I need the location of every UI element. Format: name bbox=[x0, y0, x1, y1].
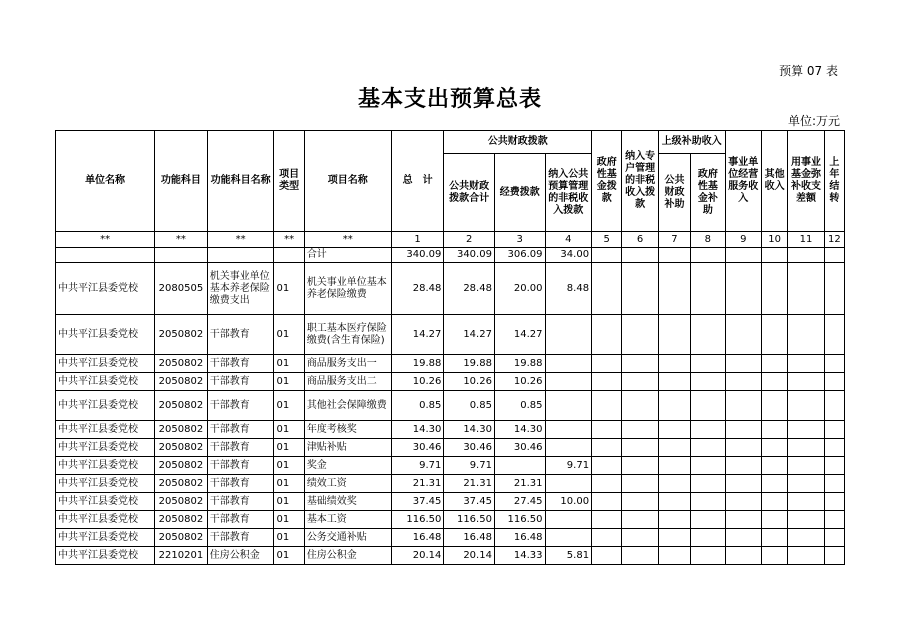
col-fund-diff: 用事业基金弥补收支差额 bbox=[788, 131, 824, 232]
unit-cell: 中共平江县委党校 bbox=[56, 493, 155, 511]
cell bbox=[761, 493, 787, 511]
cell bbox=[761, 391, 787, 421]
cell bbox=[658, 263, 690, 315]
code-cell: 2050802 bbox=[155, 373, 208, 391]
cell bbox=[658, 391, 690, 421]
cell bbox=[592, 547, 622, 565]
cell bbox=[725, 457, 761, 475]
cell bbox=[725, 511, 761, 529]
col-special-account: 纳入专户管理的非税收入拨款 bbox=[622, 131, 658, 232]
pf-nontax-cell: 5.81 bbox=[545, 547, 592, 565]
proj-type-cell: 01 bbox=[274, 511, 304, 529]
col-upper-subsidy: 上级补助收入 bbox=[658, 131, 725, 154]
pf-nontax-cell bbox=[545, 511, 592, 529]
unit-cell: 中共平江县委党校 bbox=[56, 529, 155, 547]
code-cell: 2050802 bbox=[155, 391, 208, 421]
cell bbox=[622, 421, 658, 439]
cell bbox=[824, 248, 844, 263]
code-cell: 2050802 bbox=[155, 511, 208, 529]
pf-total-cell: 28.48 bbox=[444, 263, 495, 315]
index-cell: 2 bbox=[444, 232, 495, 248]
pf-total-cell: 16.48 bbox=[444, 529, 495, 547]
cell bbox=[761, 529, 787, 547]
unit-cell: 中共平江县委党校 bbox=[56, 511, 155, 529]
cell bbox=[824, 439, 844, 457]
pf-nontax-cell: 9.71 bbox=[545, 457, 592, 475]
cell bbox=[788, 391, 824, 421]
cell bbox=[824, 529, 844, 547]
pf-total-cell: 14.30 bbox=[444, 421, 495, 439]
index-cell: 11 bbox=[788, 232, 824, 248]
form-number: 预算 07 表 bbox=[779, 64, 838, 78]
total-cell: 21.31 bbox=[391, 475, 444, 493]
proj-name-cell: 公务交通补贴 bbox=[304, 529, 391, 547]
cell bbox=[622, 493, 658, 511]
func-name-cell: 机关事业单位基本养老保险缴费支出 bbox=[207, 263, 274, 315]
col-pf-regular: 经费拨款 bbox=[494, 154, 545, 232]
cell bbox=[725, 493, 761, 511]
cell bbox=[761, 439, 787, 457]
cell bbox=[761, 263, 787, 315]
pf-nontax-cell bbox=[545, 439, 592, 457]
col-last-year: 上年结转 bbox=[824, 131, 844, 232]
pf-regular-cell bbox=[494, 457, 545, 475]
cell bbox=[592, 263, 622, 315]
index-cell: 3 bbox=[494, 232, 545, 248]
proj-type-cell: 01 bbox=[274, 493, 304, 511]
total-cell: 37.45 bbox=[391, 493, 444, 511]
col-proj-name: 项目名称 bbox=[304, 131, 391, 232]
proj-name-cell: 绩效工资 bbox=[304, 475, 391, 493]
table-row bbox=[56, 547, 845, 565]
func-name-cell: 干部教育 bbox=[207, 439, 274, 457]
col-func-name: 功能科目名称 bbox=[207, 131, 274, 232]
cell bbox=[691, 248, 725, 263]
pf-nontax-cell bbox=[545, 421, 592, 439]
col-us-fund: 政府性基金补助 bbox=[691, 154, 725, 232]
cell bbox=[691, 493, 725, 511]
pf-regular-cell: 14.27 bbox=[494, 315, 545, 355]
pf-total-cell: 14.27 bbox=[444, 315, 495, 355]
cell bbox=[658, 475, 690, 493]
code-cell: 2050802 bbox=[155, 529, 208, 547]
cell bbox=[824, 547, 844, 565]
cell bbox=[658, 493, 690, 511]
cell bbox=[761, 373, 787, 391]
col-public-finance: 公共财政拨款 bbox=[444, 131, 592, 154]
cell bbox=[761, 421, 787, 439]
budget-table bbox=[55, 130, 845, 565]
proj-name-cell: 基本工资 bbox=[304, 511, 391, 529]
cell bbox=[824, 391, 844, 421]
cell bbox=[622, 263, 658, 315]
func-name-cell: 干部教育 bbox=[207, 475, 274, 493]
unit-cell: 中共平江县委党校 bbox=[56, 421, 155, 439]
cell bbox=[592, 248, 622, 263]
cell bbox=[691, 373, 725, 391]
cell bbox=[761, 547, 787, 565]
cell bbox=[824, 315, 844, 355]
cell bbox=[788, 511, 824, 529]
cell bbox=[622, 475, 658, 493]
cell bbox=[725, 475, 761, 493]
cell bbox=[761, 475, 787, 493]
cell bbox=[658, 529, 690, 547]
total-value: 340.09 bbox=[391, 248, 444, 263]
unit-cell: 中共平江县委党校 bbox=[56, 391, 155, 421]
table-row bbox=[56, 511, 845, 529]
cell bbox=[725, 248, 761, 263]
pf-regular-cell: 19.88 bbox=[494, 355, 545, 373]
index-cell: ** bbox=[274, 232, 304, 248]
index-cell: 8 bbox=[691, 232, 725, 248]
cell bbox=[824, 263, 844, 315]
index-cell: 9 bbox=[725, 232, 761, 248]
pf-regular-cell: 20.00 bbox=[494, 263, 545, 315]
code-cell: 2050802 bbox=[155, 421, 208, 439]
total-cell: 30.46 bbox=[391, 439, 444, 457]
cell bbox=[788, 547, 824, 565]
cell bbox=[658, 547, 690, 565]
total-cell: 10.26 bbox=[391, 373, 444, 391]
cell bbox=[592, 529, 622, 547]
cell bbox=[658, 248, 690, 263]
cell bbox=[691, 315, 725, 355]
table-row bbox=[56, 475, 845, 493]
proj-type-cell: 01 bbox=[274, 439, 304, 457]
index-cell: ** bbox=[56, 232, 155, 248]
cell bbox=[691, 529, 725, 547]
cell bbox=[788, 493, 824, 511]
table-body bbox=[56, 248, 845, 565]
pf-regular-cell: 14.33 bbox=[494, 547, 545, 565]
cell bbox=[788, 529, 824, 547]
pf-regular-cell: 116.50 bbox=[494, 511, 545, 529]
cell bbox=[725, 391, 761, 421]
proj-name-cell: 机关事业单位基本养老保险缴费 bbox=[304, 263, 391, 315]
table-row bbox=[56, 439, 845, 457]
cell bbox=[622, 529, 658, 547]
cell bbox=[658, 315, 690, 355]
cell bbox=[824, 457, 844, 475]
cell bbox=[725, 263, 761, 315]
func-name-cell: 干部教育 bbox=[207, 373, 274, 391]
cell bbox=[761, 315, 787, 355]
cell bbox=[691, 511, 725, 529]
pf-total-cell: 21.31 bbox=[444, 475, 495, 493]
col-gov-fund: 政府性基金拨款 bbox=[592, 131, 622, 232]
proj-name-cell: 基础绩效奖 bbox=[304, 493, 391, 511]
cell bbox=[592, 457, 622, 475]
cell bbox=[691, 475, 725, 493]
cell bbox=[592, 391, 622, 421]
pf-nontax-cell bbox=[545, 373, 592, 391]
cell bbox=[658, 439, 690, 457]
proj-name-cell: 商品服务支出一 bbox=[304, 355, 391, 373]
proj-type-cell: 01 bbox=[274, 391, 304, 421]
pf-nontax-cell bbox=[545, 355, 592, 373]
cell bbox=[725, 373, 761, 391]
col-pf-nontax: 纳入公共预算管理的非税收入拨款 bbox=[545, 154, 592, 232]
cell bbox=[725, 529, 761, 547]
unit-cell: 中共平江县委党校 bbox=[56, 315, 155, 355]
pf-regular-cell: 21.31 bbox=[494, 475, 545, 493]
cell bbox=[274, 248, 304, 263]
total-cell: 14.27 bbox=[391, 315, 444, 355]
unit-cell: 中共平江县委党校 bbox=[56, 373, 155, 391]
cell bbox=[691, 421, 725, 439]
cell bbox=[592, 315, 622, 355]
table-row bbox=[56, 529, 845, 547]
pf-regular-cell: 16.48 bbox=[494, 529, 545, 547]
cell bbox=[725, 355, 761, 373]
cell bbox=[622, 315, 658, 355]
pf-regular-cell: 27.45 bbox=[494, 493, 545, 511]
index-cell: 7 bbox=[658, 232, 690, 248]
func-name-cell: 干部教育 bbox=[207, 457, 274, 475]
table-row bbox=[56, 493, 845, 511]
cell bbox=[592, 493, 622, 511]
cell bbox=[658, 373, 690, 391]
index-cell: 10 bbox=[761, 232, 787, 248]
cell bbox=[622, 355, 658, 373]
pf-nontax-cell bbox=[545, 475, 592, 493]
func-name-cell: 干部教育 bbox=[207, 315, 274, 355]
proj-type-cell: 01 bbox=[274, 315, 304, 355]
cell bbox=[592, 421, 622, 439]
cell bbox=[622, 547, 658, 565]
cell bbox=[788, 475, 824, 493]
unit-cell: 中共平江县委党校 bbox=[56, 263, 155, 315]
cell bbox=[622, 511, 658, 529]
code-cell: 2050802 bbox=[155, 315, 208, 355]
col-func-code: 功能科目 bbox=[155, 131, 208, 232]
table-header bbox=[56, 131, 845, 248]
unit-cell: 中共平江县委党校 bbox=[56, 457, 155, 475]
pf-nontax-cell: 8.48 bbox=[545, 263, 592, 315]
pf-total-cell: 30.46 bbox=[444, 439, 495, 457]
col-us-public: 公共财政补助 bbox=[658, 154, 690, 232]
cell bbox=[691, 457, 725, 475]
cell bbox=[592, 475, 622, 493]
cell bbox=[824, 475, 844, 493]
cell bbox=[761, 457, 787, 475]
func-name-cell: 干部教育 bbox=[207, 511, 274, 529]
cell bbox=[725, 439, 761, 457]
pf-total-cell: 19.88 bbox=[444, 355, 495, 373]
proj-name-cell: 商品服务支出二 bbox=[304, 373, 391, 391]
total-cell: 19.88 bbox=[391, 355, 444, 373]
code-cell: 2050802 bbox=[155, 355, 208, 373]
proj-name-cell: 年度考核奖 bbox=[304, 421, 391, 439]
cell bbox=[824, 511, 844, 529]
col-pf-total: 公共财政拨款合计 bbox=[444, 154, 495, 232]
pf-total-cell: 10.26 bbox=[444, 373, 495, 391]
cell bbox=[824, 493, 844, 511]
cell bbox=[725, 421, 761, 439]
pf-regular-value: 306.09 bbox=[494, 248, 545, 263]
cell bbox=[824, 373, 844, 391]
table-row bbox=[56, 373, 845, 391]
cell bbox=[622, 373, 658, 391]
index-cell: 5 bbox=[592, 232, 622, 248]
proj-name-cell: 其他社会保障缴费 bbox=[304, 391, 391, 421]
func-name-cell: 干部教育 bbox=[207, 421, 274, 439]
cell bbox=[788, 439, 824, 457]
cell bbox=[56, 248, 155, 263]
cell bbox=[658, 355, 690, 373]
total-cell: 14.30 bbox=[391, 421, 444, 439]
code-cell: 2050802 bbox=[155, 493, 208, 511]
cell bbox=[592, 439, 622, 457]
proj-name-cell: 住房公积金 bbox=[304, 547, 391, 565]
total-cell: 9.71 bbox=[391, 457, 444, 475]
cell bbox=[622, 457, 658, 475]
table-row bbox=[56, 355, 845, 373]
pf-nontax-value: 34.00 bbox=[545, 248, 592, 263]
table-row bbox=[56, 391, 845, 421]
index-cell: ** bbox=[155, 232, 208, 248]
code-cell: 2050802 bbox=[155, 475, 208, 493]
index-cell: 6 bbox=[622, 232, 658, 248]
cell bbox=[622, 391, 658, 421]
index-cell: ** bbox=[304, 232, 391, 248]
pf-regular-cell: 30.46 bbox=[494, 439, 545, 457]
total-cell: 20.14 bbox=[391, 547, 444, 565]
unit-cell: 中共平江县委党校 bbox=[56, 439, 155, 457]
proj-type-cell: 01 bbox=[274, 529, 304, 547]
code-cell: 2210201 bbox=[155, 547, 208, 565]
pf-regular-cell: 10.26 bbox=[494, 373, 545, 391]
code-cell: 2050802 bbox=[155, 439, 208, 457]
cell bbox=[788, 355, 824, 373]
index-cell: ** bbox=[207, 232, 274, 248]
unit-cell: 中共平江县委党校 bbox=[56, 475, 155, 493]
cell bbox=[658, 421, 690, 439]
total-row bbox=[56, 248, 845, 263]
cell bbox=[622, 439, 658, 457]
cell bbox=[592, 511, 622, 529]
proj-type-cell: 01 bbox=[274, 355, 304, 373]
unit-cell: 中共平江县委党校 bbox=[56, 547, 155, 565]
proj-name-cell: 津贴补贴 bbox=[304, 439, 391, 457]
pf-nontax-cell bbox=[545, 315, 592, 355]
col-business-income: 事业单位经营服务收入 bbox=[725, 131, 761, 232]
table-row bbox=[56, 263, 845, 315]
cell bbox=[761, 511, 787, 529]
func-name-cell: 干部教育 bbox=[207, 493, 274, 511]
cell bbox=[691, 355, 725, 373]
unit-label: 单位:万元 bbox=[787, 114, 840, 128]
total-cell: 16.48 bbox=[391, 529, 444, 547]
cell bbox=[658, 511, 690, 529]
proj-name-cell: 奖金 bbox=[304, 457, 391, 475]
code-cell: 2080505 bbox=[155, 263, 208, 315]
cell bbox=[824, 421, 844, 439]
cell bbox=[824, 355, 844, 373]
proj-type-cell: 01 bbox=[274, 421, 304, 439]
cell bbox=[761, 355, 787, 373]
cell bbox=[788, 315, 824, 355]
cell bbox=[155, 248, 208, 263]
func-name-cell: 住房公积金 bbox=[207, 547, 274, 565]
proj-type-cell: 01 bbox=[274, 373, 304, 391]
pf-total-cell: 116.50 bbox=[444, 511, 495, 529]
pf-nontax-cell bbox=[545, 391, 592, 421]
cell bbox=[207, 248, 274, 263]
proj-type-cell: 01 bbox=[274, 263, 304, 315]
cell bbox=[788, 248, 824, 263]
cell bbox=[788, 263, 824, 315]
pf-regular-cell: 14.30 bbox=[494, 421, 545, 439]
table-row bbox=[56, 421, 845, 439]
pf-total-value: 340.09 bbox=[444, 248, 495, 263]
cell bbox=[592, 355, 622, 373]
cell bbox=[761, 248, 787, 263]
page-title: 基本支出预算总表 bbox=[357, 87, 542, 112]
cell bbox=[725, 547, 761, 565]
unit-cell: 中共平江县委党校 bbox=[56, 355, 155, 373]
total-cell: 28.48 bbox=[391, 263, 444, 315]
cell bbox=[592, 373, 622, 391]
proj-name-cell: 职工基本医疗保险缴费(含生育保险) bbox=[304, 315, 391, 355]
cell bbox=[691, 391, 725, 421]
proj-type-cell: 01 bbox=[274, 475, 304, 493]
cell bbox=[788, 421, 824, 439]
cell bbox=[622, 248, 658, 263]
pf-total-cell: 0.85 bbox=[444, 391, 495, 421]
col-unit-name: 单位名称 bbox=[56, 131, 155, 232]
cell bbox=[725, 315, 761, 355]
code-cell: 2050802 bbox=[155, 457, 208, 475]
cell bbox=[691, 439, 725, 457]
index-cell: 4 bbox=[545, 232, 592, 248]
pf-total-cell: 9.71 bbox=[444, 457, 495, 475]
total-cell: 116.50 bbox=[391, 511, 444, 529]
table-row bbox=[56, 457, 845, 475]
cell bbox=[691, 263, 725, 315]
cell bbox=[691, 547, 725, 565]
index-cell: 1 bbox=[391, 232, 444, 248]
cell bbox=[788, 457, 824, 475]
total-label: 合计 bbox=[304, 248, 391, 263]
col-total: 总 计 bbox=[391, 131, 444, 232]
index-cell: 12 bbox=[824, 232, 844, 248]
pf-total-cell: 20.14 bbox=[444, 547, 495, 565]
col-proj-type: 项目类型 bbox=[274, 131, 304, 232]
col-other-income: 其他收入 bbox=[761, 131, 787, 232]
total-cell: 0.85 bbox=[391, 391, 444, 421]
pf-nontax-cell: 10.00 bbox=[545, 493, 592, 511]
cell bbox=[658, 457, 690, 475]
index-row bbox=[56, 232, 845, 248]
cell bbox=[788, 373, 824, 391]
func-name-cell: 干部教育 bbox=[207, 529, 274, 547]
pf-total-cell: 37.45 bbox=[444, 493, 495, 511]
pf-regular-cell: 0.85 bbox=[494, 391, 545, 421]
pf-nontax-cell bbox=[545, 529, 592, 547]
proj-type-cell: 01 bbox=[274, 457, 304, 475]
func-name-cell: 干部教育 bbox=[207, 355, 274, 373]
func-name-cell: 干部教育 bbox=[207, 391, 274, 421]
proj-type-cell: 01 bbox=[274, 547, 304, 565]
table-row bbox=[56, 315, 845, 355]
